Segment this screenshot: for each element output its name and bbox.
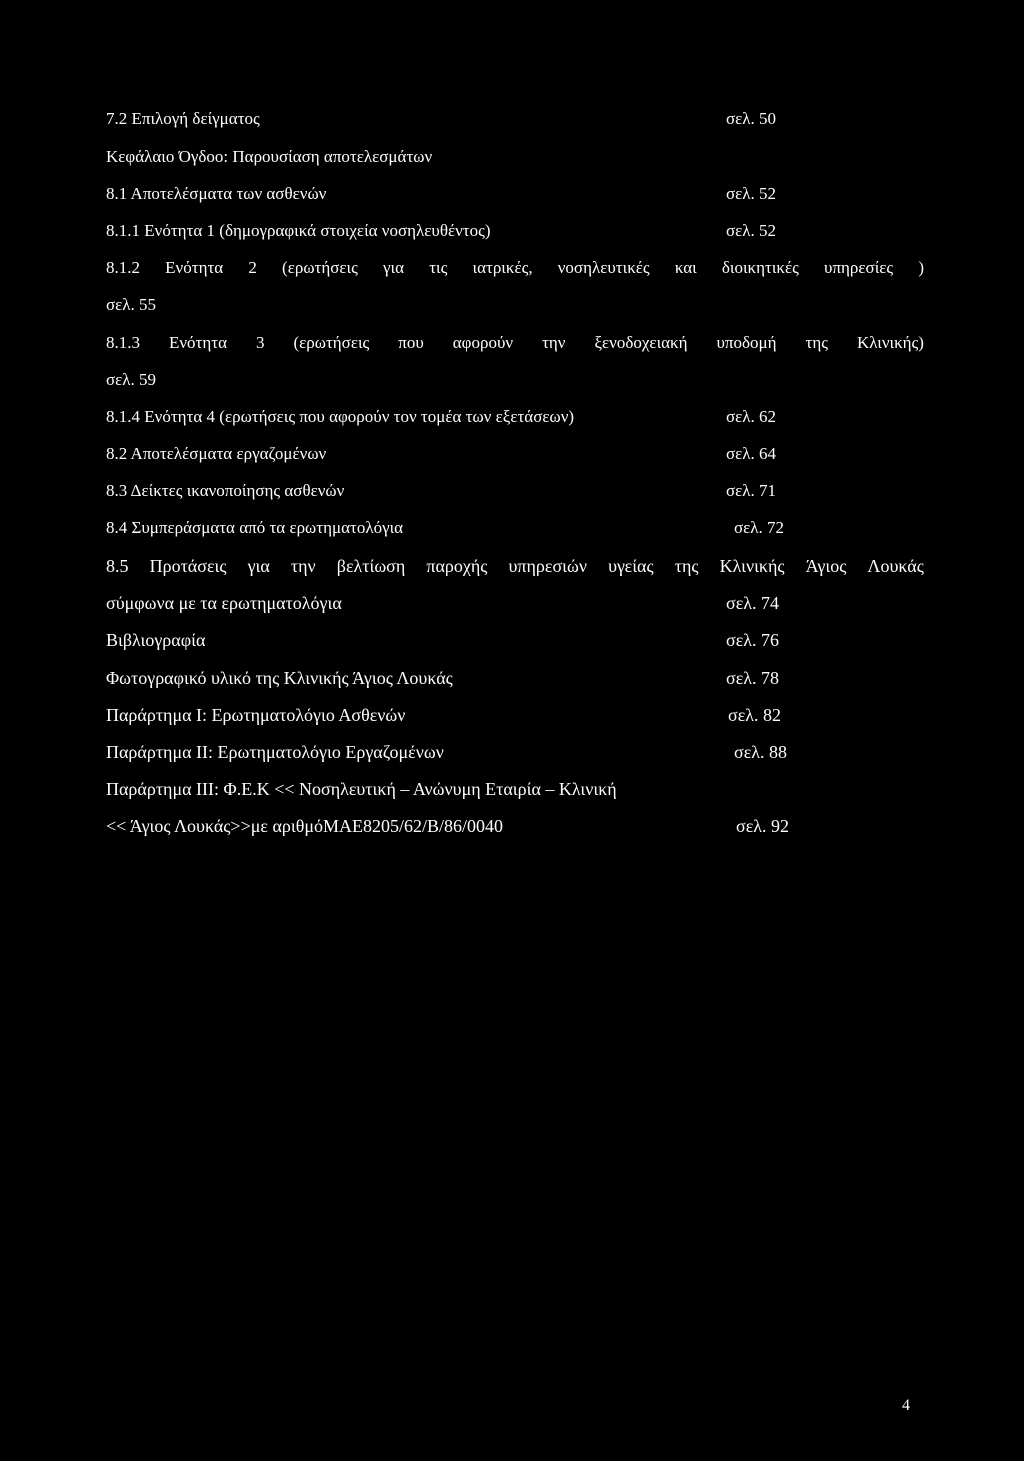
toc-entry-page: σελ. 88 — [734, 742, 787, 762]
toc-word: υπηρεσιών — [508, 556, 587, 576]
toc-entry-page: σελ. 59 — [106, 370, 157, 389]
toc-word: Κλινικής) — [856, 333, 924, 352]
toc-word: (ερωτήσεις — [282, 258, 358, 277]
toc-word: (ερωτήσεις — [293, 333, 370, 352]
toc-entry-title: 8.1 Αποτελέσματα των ασθενών — [106, 184, 327, 203]
toc-entry-title: Παράρτημα ΙΙ: Ερωτηματολόγιο Εργαζομένων — [106, 742, 444, 762]
toc-entry-title: << Άγιος Λουκάς>>με αριθμόΜΑΕ8205/62/Β/86/0040 — [106, 816, 503, 836]
toc-entry-title: 8.4 Συμπεράσματα από τα ερωτηματολόγια — [106, 518, 404, 537]
toc-word: και — [674, 258, 697, 277]
toc-word: τις — [429, 258, 448, 277]
toc-entry-page: σελ. 76 — [726, 630, 779, 650]
toc-word: ) — [918, 258, 924, 277]
toc-word: Άγιος — [805, 556, 847, 576]
toc-entry-page: σελ. 71 — [726, 481, 777, 500]
toc-entry-title: 8.1.4 Ενότητα 4 (ερωτήσεις που αφορούν τον τομέα των εξετάσεων) — [106, 407, 575, 426]
toc-entry-page: σελ. 78 — [726, 668, 779, 688]
toc-entry-title: σύμφωνα με τα ερωτηματολόγια — [106, 593, 342, 613]
toc-word: 8.5 — [106, 556, 129, 576]
toc-word: Ενότητα — [165, 258, 224, 277]
toc-word: υπηρεσίες — [824, 258, 894, 277]
toc-entry-page: σελ. 55 — [106, 295, 157, 314]
toc-word: για — [383, 258, 405, 277]
toc-entry-title: Βιβλιογραφία — [106, 630, 206, 650]
toc-word: 3 — [256, 333, 265, 352]
toc-entry-page: σελ. 72 — [734, 518, 785, 537]
toc-word: 8.1.2 — [106, 258, 140, 277]
toc-entry-page: σελ. 52 — [726, 221, 777, 240]
toc-entry-title: Παράρτημα Ι: Ερωτηματολόγιο Ασθενών — [106, 705, 406, 725]
toc-word: διοικητικές — [721, 258, 799, 277]
toc-entry-title: 7.2 Επιλογή δείγματος — [106, 109, 260, 128]
toc-word: της — [674, 556, 699, 576]
toc-word: παροχής — [426, 556, 488, 576]
toc-word: Λουκάς — [867, 556, 924, 576]
toc-entry-page: σελ. 92 — [736, 816, 789, 836]
toc-word: ξενοδοχειακή — [594, 333, 688, 352]
toc-entry-8-1-3 — [106, 330, 924, 356]
toc-word: 2 — [248, 258, 257, 277]
toc-entry-page: σελ. 82 — [728, 705, 781, 725]
toc-word: βελτίωση — [336, 556, 406, 576]
toc-entry-title: 8.2 Αποτελέσματα εργαζομένων — [106, 444, 327, 463]
toc-entry-8-1-2 — [106, 255, 924, 281]
toc-word: για — [247, 556, 270, 576]
toc-word: την — [542, 333, 566, 352]
toc-word: νοσηλευτικές — [557, 258, 650, 277]
toc-word: αφορούν — [452, 333, 514, 352]
toc-entry-page: σελ. 62 — [726, 407, 777, 426]
toc-word: Ενότητα — [168, 333, 228, 352]
toc-word: Προτάσεις — [149, 556, 227, 576]
toc-word: που — [398, 333, 424, 352]
toc-entry-title: 8.3 Δείκτες ικανοποίησης ασθενών — [106, 481, 345, 500]
toc-entry-8-5 — [106, 553, 924, 579]
toc-entry-title: Φωτογραφικό υλικό της Κλινικής Άγιος Λουκάς — [106, 668, 453, 688]
toc-entry-page: σελ. 52 — [726, 184, 777, 203]
toc-entry-page: σελ. 50 — [726, 109, 777, 128]
toc-word: υγείας — [608, 556, 654, 576]
toc-word: της — [805, 333, 828, 352]
toc-word: 8.1.3 — [106, 333, 140, 352]
toc-word: Κλινικής — [719, 556, 785, 576]
toc-entry-title: 8.1.1 Ενότητα 1 (δημογραφικά στοιχεία νοσηλευθέντος) — [106, 221, 491, 240]
toc-entry-page: σελ. 64 — [726, 444, 777, 463]
toc-entry-title: Παράρτημα ΙΙΙ: Φ.Ε.Κ << Νοσηλευτική – Ανώνυμη Εταιρία – Κλινική — [106, 779, 617, 799]
toc-word: ιατρικές, — [472, 258, 533, 277]
toc-entry-title: Κεφάλαιο Όγδοο: Παρουσίαση αποτελεσμάτων — [106, 147, 433, 166]
toc-word: υποδομή — [716, 333, 777, 352]
toc-word: την — [290, 556, 316, 576]
page-number: 4 — [902, 1397, 910, 1414]
toc-entry-page: σελ. 74 — [726, 593, 779, 613]
